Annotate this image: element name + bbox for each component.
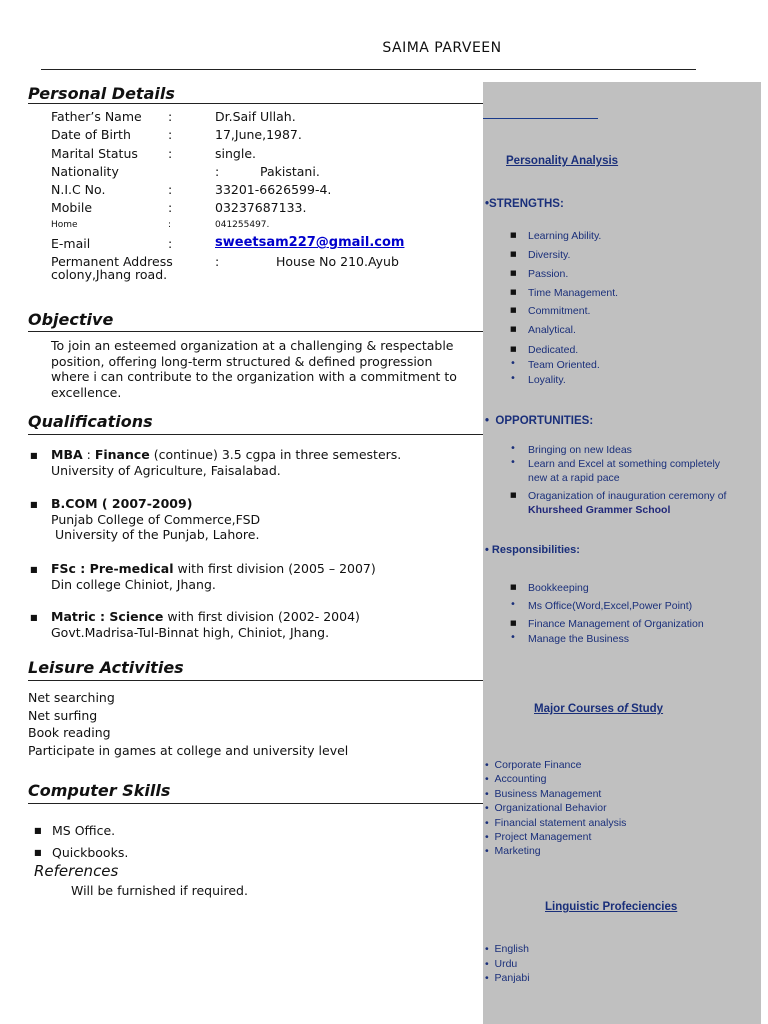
mba-details: (continue) 3.5 cgpa in three semesters. bbox=[149, 447, 402, 462]
computer-skills-heading: Computer Skills bbox=[28, 781, 171, 800]
strengths-title: STRENGTHS: bbox=[489, 198, 564, 210]
course-name: Accounting bbox=[494, 773, 547, 786]
address-label: Permanent Address bbox=[51, 254, 173, 269]
strengths-heading: •STRENGTHS: bbox=[485, 198, 564, 210]
bullet-icon: • bbox=[510, 358, 516, 369]
opportunities-title: OPPORTUNITIES: bbox=[495, 415, 594, 427]
leisure-item: Book reading bbox=[28, 725, 111, 740]
opportunity-item: Learn and Excel at something completely bbox=[528, 458, 721, 470]
computer-skill-item: MS Office. bbox=[52, 823, 116, 838]
course-item: • Organizational Behavior bbox=[485, 802, 607, 815]
bullet-icon: ■ bbox=[510, 250, 517, 258]
fsc-degree: FSc : Pre-medical bbox=[51, 561, 174, 576]
strength-item: Diversity. bbox=[528, 249, 571, 261]
course-item: • Corporate Finance bbox=[485, 759, 582, 771]
language-item: • Urdu bbox=[485, 957, 518, 970]
dob-label: Date of Birth bbox=[51, 127, 131, 142]
courses-title-part: Major Courses bbox=[534, 703, 618, 715]
bcom-college: Punjab College of Commerce,FSD bbox=[51, 511, 261, 527]
mobile-colon: : bbox=[168, 200, 173, 215]
objective-text bbox=[51, 338, 481, 400]
qualification-mba bbox=[51, 447, 401, 478]
fsc-details: with first division (2005 – 2007) bbox=[173, 561, 376, 576]
email-colon: : bbox=[168, 236, 173, 251]
resume-name: SAIMA PARVEEN bbox=[382, 40, 502, 56]
qualification-bcom bbox=[51, 496, 260, 543]
course-name: Corporate Finance bbox=[494, 759, 582, 771]
marital-colon: : bbox=[168, 146, 173, 161]
dob-colon: : bbox=[168, 127, 173, 142]
nationality-value: Pakistani. bbox=[260, 164, 320, 179]
bullet-icon: ■ bbox=[510, 325, 517, 333]
objective-line: To join an esteemed organization at a challenging & respectable bbox=[51, 338, 454, 353]
responsibility-item: Bookkeeping bbox=[528, 582, 589, 594]
address-line2: colony,Jhang road. bbox=[51, 267, 168, 282]
nationality-colon: : bbox=[215, 164, 220, 179]
nic-label: N.I.C No. bbox=[51, 182, 106, 197]
matric-institution: Govt.Madrisa-Tul-Binnat high, Chiniot, Jhang. bbox=[51, 624, 330, 640]
strength-item: Team Oriented. bbox=[528, 359, 600, 371]
leisure-rule bbox=[28, 680, 483, 681]
linguistic-heading: Linguistic Profeciencies bbox=[545, 901, 678, 913]
bullet-icon: ■ bbox=[510, 288, 517, 296]
email-label: E-mail bbox=[51, 236, 91, 251]
fsc-institution: Din college Chiniot, Jhang. bbox=[51, 576, 216, 592]
fathers-name-colon: : bbox=[168, 109, 173, 124]
strength-item: Loyality. bbox=[528, 374, 566, 386]
marital-label: Marital Status bbox=[51, 146, 138, 161]
nic-colon: : bbox=[168, 182, 173, 197]
responsibility-item: Ms Office(Word,Excel,Power Point) bbox=[528, 600, 693, 612]
course-item: • Project Management bbox=[485, 831, 592, 844]
course-item: • Marketing bbox=[485, 845, 541, 858]
opportunity-item: Bringing on new Ideas bbox=[528, 444, 632, 456]
objective-rule bbox=[28, 331, 483, 332]
matric-details: with first division (2002- 2004) bbox=[163, 609, 360, 624]
school-name: Khursheed Grammer School bbox=[528, 504, 671, 516]
qualification-fsc bbox=[51, 561, 376, 592]
home-label: Home bbox=[51, 220, 78, 230]
email-link[interactable]: sweetsam227@gmail.com bbox=[215, 235, 405, 250]
leisure-heading: Leisure Activities bbox=[28, 658, 184, 677]
mba-sep: : bbox=[82, 447, 95, 462]
home-value: 041255497. bbox=[215, 220, 270, 230]
bullet-icon: ■ bbox=[34, 848, 42, 857]
opportunity-item: Oraganization of inauguration ceremony of bbox=[528, 490, 727, 502]
sidebar-divider bbox=[483, 118, 598, 119]
fathers-name-label: Father’s Name bbox=[51, 109, 142, 124]
bullet-icon: ■ bbox=[510, 583, 517, 591]
fathers-name-value: Dr.Saif Ullah. bbox=[215, 109, 296, 124]
opportunity-item-cont: new at a rapid pace bbox=[528, 472, 620, 484]
bullet-icon: • bbox=[510, 443, 516, 454]
responsibility-item: Manage the Business bbox=[528, 633, 629, 645]
mba-major: Finance bbox=[94, 447, 150, 462]
references-text: Will be furnished if required. bbox=[71, 883, 248, 898]
references-heading: References bbox=[34, 862, 119, 880]
responsibility-item: Finance Management of Organization bbox=[528, 618, 704, 630]
language-item: • Panjabi bbox=[485, 972, 530, 984]
objective-heading: Objective bbox=[28, 310, 114, 329]
language-name: English bbox=[494, 943, 529, 955]
language-name: Urdu bbox=[494, 957, 518, 970]
bullet-icon: ■ bbox=[510, 491, 517, 499]
address-value: House No 210.Ayub bbox=[276, 254, 399, 269]
bullet-icon: • bbox=[510, 599, 516, 610]
qualifications-rule bbox=[28, 434, 483, 435]
course-name: Marketing bbox=[494, 845, 541, 858]
mba-institution: University of Agriculture, Faisalabad. bbox=[51, 462, 281, 478]
qualifications-heading: Qualifications bbox=[28, 412, 153, 431]
opportunities-heading: • OPPORTUNITIES: bbox=[485, 415, 594, 427]
bullet-icon: ■ bbox=[34, 826, 42, 835]
course-item: • Financial statement analysis bbox=[485, 816, 627, 829]
personal-details-heading: Personal Details bbox=[28, 84, 175, 103]
home-colon: : bbox=[168, 220, 172, 230]
strength-item: Commitment. bbox=[528, 305, 591, 317]
bullet-icon: ■ bbox=[30, 565, 38, 574]
matric-degree: Matric : Science bbox=[51, 609, 164, 624]
leisure-item: Net searching bbox=[28, 690, 115, 705]
course-name: Organizational Behavior bbox=[494, 802, 607, 815]
dob-value: 17,June,1987. bbox=[215, 127, 302, 142]
strength-item: Analytical. bbox=[528, 324, 576, 336]
bullet-icon: • bbox=[510, 457, 516, 468]
bullet-icon: ■ bbox=[510, 345, 517, 353]
strength-item: Time Management. bbox=[528, 287, 619, 299]
computer-skill-item: Quickbooks. bbox=[52, 845, 129, 860]
personal-details-rule bbox=[28, 103, 483, 104]
language-item: • English bbox=[485, 943, 529, 955]
qualification-matric bbox=[51, 609, 360, 640]
bcom-degree: B.COM ( 2007-2009) bbox=[51, 496, 193, 511]
bullet-icon: ■ bbox=[510, 231, 517, 239]
nic-value: 33201-6626599-4. bbox=[215, 182, 332, 197]
bullet-icon: ■ bbox=[510, 269, 517, 277]
responsibilities-heading: • Responsibilities: bbox=[485, 544, 580, 556]
objective-line: excellence. bbox=[51, 384, 122, 400]
course-name: Financial statement analysis bbox=[494, 816, 627, 829]
bcom-university: University of the Punjab, Lahore. bbox=[55, 527, 260, 542]
course-name: Project Management bbox=[494, 831, 592, 844]
objective-line: where i can contribute to the organization with a commitment to bbox=[51, 369, 457, 384]
marital-value: single. bbox=[215, 146, 256, 161]
leisure-item: Net surfing bbox=[28, 707, 98, 723]
languages-list bbox=[485, 942, 530, 986]
strength-item: Learning Ability. bbox=[528, 230, 602, 242]
leisure-item: Participate in games at college and university level bbox=[28, 742, 349, 758]
language-name: Panjabi bbox=[494, 972, 530, 984]
leisure-list bbox=[28, 689, 348, 759]
responsibilities-title: Responsibilities: bbox=[491, 544, 580, 556]
courses-title-part: of bbox=[617, 703, 628, 715]
mba-degree: MBA bbox=[51, 447, 83, 462]
nationality-label: Nationality bbox=[51, 164, 119, 179]
bullet-icon: ■ bbox=[30, 613, 38, 622]
mobile-label: Mobile bbox=[51, 200, 93, 215]
mobile-value: 03237687133. bbox=[215, 200, 307, 215]
major-courses-heading bbox=[534, 703, 663, 715]
computer-skills-rule bbox=[28, 803, 483, 804]
personality-analysis-heading: Personality Analysis bbox=[506, 155, 619, 167]
address-colon: : bbox=[215, 254, 220, 269]
course-item: • Business Management bbox=[485, 787, 602, 800]
course-item: • Accounting bbox=[485, 773, 547, 786]
bullet-icon: • bbox=[510, 632, 516, 643]
course-name: Business Management bbox=[494, 787, 602, 800]
bullet-icon: • bbox=[510, 373, 516, 384]
bullet-icon: ■ bbox=[30, 500, 38, 509]
strength-item: Dedicated. bbox=[528, 344, 579, 356]
header-divider bbox=[41, 69, 696, 70]
bullet-icon: ■ bbox=[30, 451, 38, 460]
bullet-icon: ■ bbox=[510, 619, 517, 627]
strength-item: Passion. bbox=[528, 268, 569, 280]
objective-line: position, offering long-term structured & defined progression bbox=[51, 353, 433, 369]
bullet-icon: ■ bbox=[510, 306, 517, 314]
courses-list bbox=[485, 758, 626, 859]
courses-title-part: Study bbox=[627, 703, 664, 715]
